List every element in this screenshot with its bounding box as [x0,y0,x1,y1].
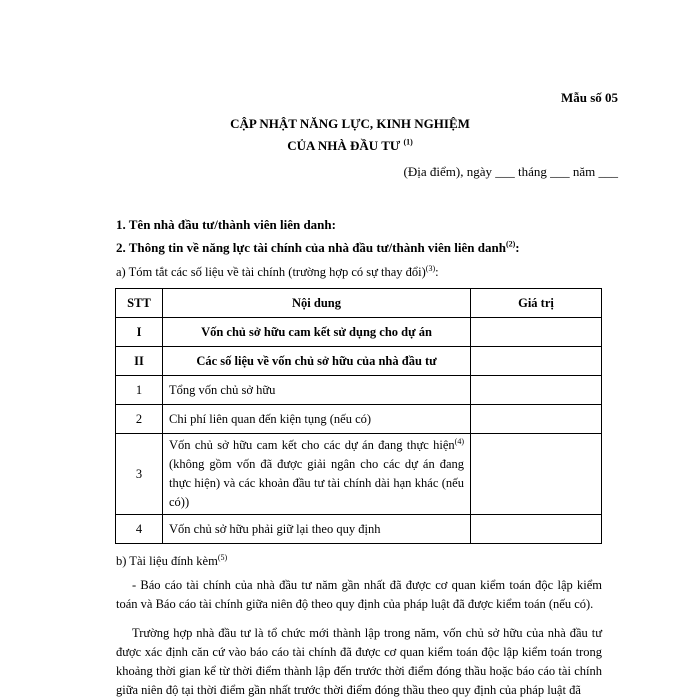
row-content-part-b: (không gồm vốn đã được giải ngân cho các dự án đang thực hiện) và các khoản đầu tư tài chính dài hạn khác (nếu có)) [169,457,464,509]
paragraph-financial-report: - Báo cáo tài chính của nhà đầu tư năm gần nhất đã được cơ quan kiểm toán độc lập kiểm toán và Báo cáo tài chính giữa niên độ theo quy định của pháp luật đã được kiểm toán (nếu có). [116,578,602,611]
subsection-b-footnote-ref: (5) [217,552,228,562]
financial-summary-table [115,288,602,544]
section-2-text: 2. Thông tin về năng lực tài chính của nhà đầu tư/thành viên liên danh [116,240,506,255]
subsection-b-text: b) Tài liệu đính kèm [116,554,218,568]
table-row [116,434,602,515]
row-stt: II [116,347,163,376]
row-value[interactable] [471,318,602,347]
row-stt: 4 [116,515,163,544]
section-2-heading [116,240,520,256]
row-content: Tổng vốn chủ sở hữu [163,376,471,405]
title-footnote-ref: (1) [403,137,413,147]
row-content: Vốn chủ sở hữu phải giữ lại theo quy định [163,515,471,544]
table-row [116,515,602,544]
subsection-a [116,265,439,280]
row-stt: I [116,318,163,347]
row-footnote-ref: (4) [454,436,464,446]
subsection-a-tail: : [435,265,439,279]
title-line-1: CẬP NHẬT NĂNG LỰC, KINH NGHIỆM [230,116,470,131]
form-number: Mẫu số 05 [560,90,618,105]
row-content: Vốn chủ sở hữu cam kết sử dụng cho dự án [163,318,471,347]
table-header-row [116,289,602,318]
title-line-2 [0,138,700,154]
row-stt: 2 [116,405,163,434]
date-line: (Địa điểm), ngày ___ tháng ___ năm ___ [403,164,618,179]
row-value[interactable] [471,515,602,544]
row-value[interactable] [471,347,602,376]
table-row [116,318,602,347]
row-value[interactable] [471,405,602,434]
subsection-a-footnote-ref: (3) [425,263,436,273]
section-2-footnote-ref: (2) [505,239,516,249]
row-value[interactable] [471,376,602,405]
table-row [116,376,602,405]
subsection-a-text: a) Tóm tắt các số liệu về tài chính (trường hợp có sự thay đổi) [116,265,426,279]
title-line-2-text: CỦA NHÀ ĐẦU TƯ [287,138,401,153]
row-value[interactable] [471,434,602,515]
row-content: Các số liệu về vốn chủ sở hữu của nhà đầu tư [163,347,471,376]
section-1-heading: 1. Tên nhà đầu tư/thành viên liên danh: [116,217,336,232]
row-stt: 3 [116,434,163,515]
subsection-b [116,554,227,569]
paragraph-new-organization: Trường hợp nhà đầu tư là tổ chức mới thành lập trong năm, vốn chủ sở hữu của nhà đầu tư được xác định căn cứ vào báo cáo tài chính đã được cơ quan kiểm toán độc lập kiểm toán trong khoảng thời gian kể từ thời điểm thành lập đến trước thời điểm đóng thầu hoặc báo cáo tài chính giữa niên độ tại thời điểm gần nhất trước thời điểm đóng thầu theo quy định của pháp luật đã [116,626,602,697]
header-value: Giá trị [471,289,602,318]
row-content-part-a: Vốn chủ sở hữu cam kết cho các dự án đang thực hiện [169,438,455,452]
row-content [163,434,471,515]
row-stt: 1 [116,376,163,405]
table-row [116,347,602,376]
section-2-tail: : [515,240,520,255]
header-content: Nội dung [163,289,471,318]
row-content: Chi phí liên quan đến kiện tụng (nếu có) [163,405,471,434]
table-row [116,405,602,434]
header-stt: STT [116,289,163,318]
